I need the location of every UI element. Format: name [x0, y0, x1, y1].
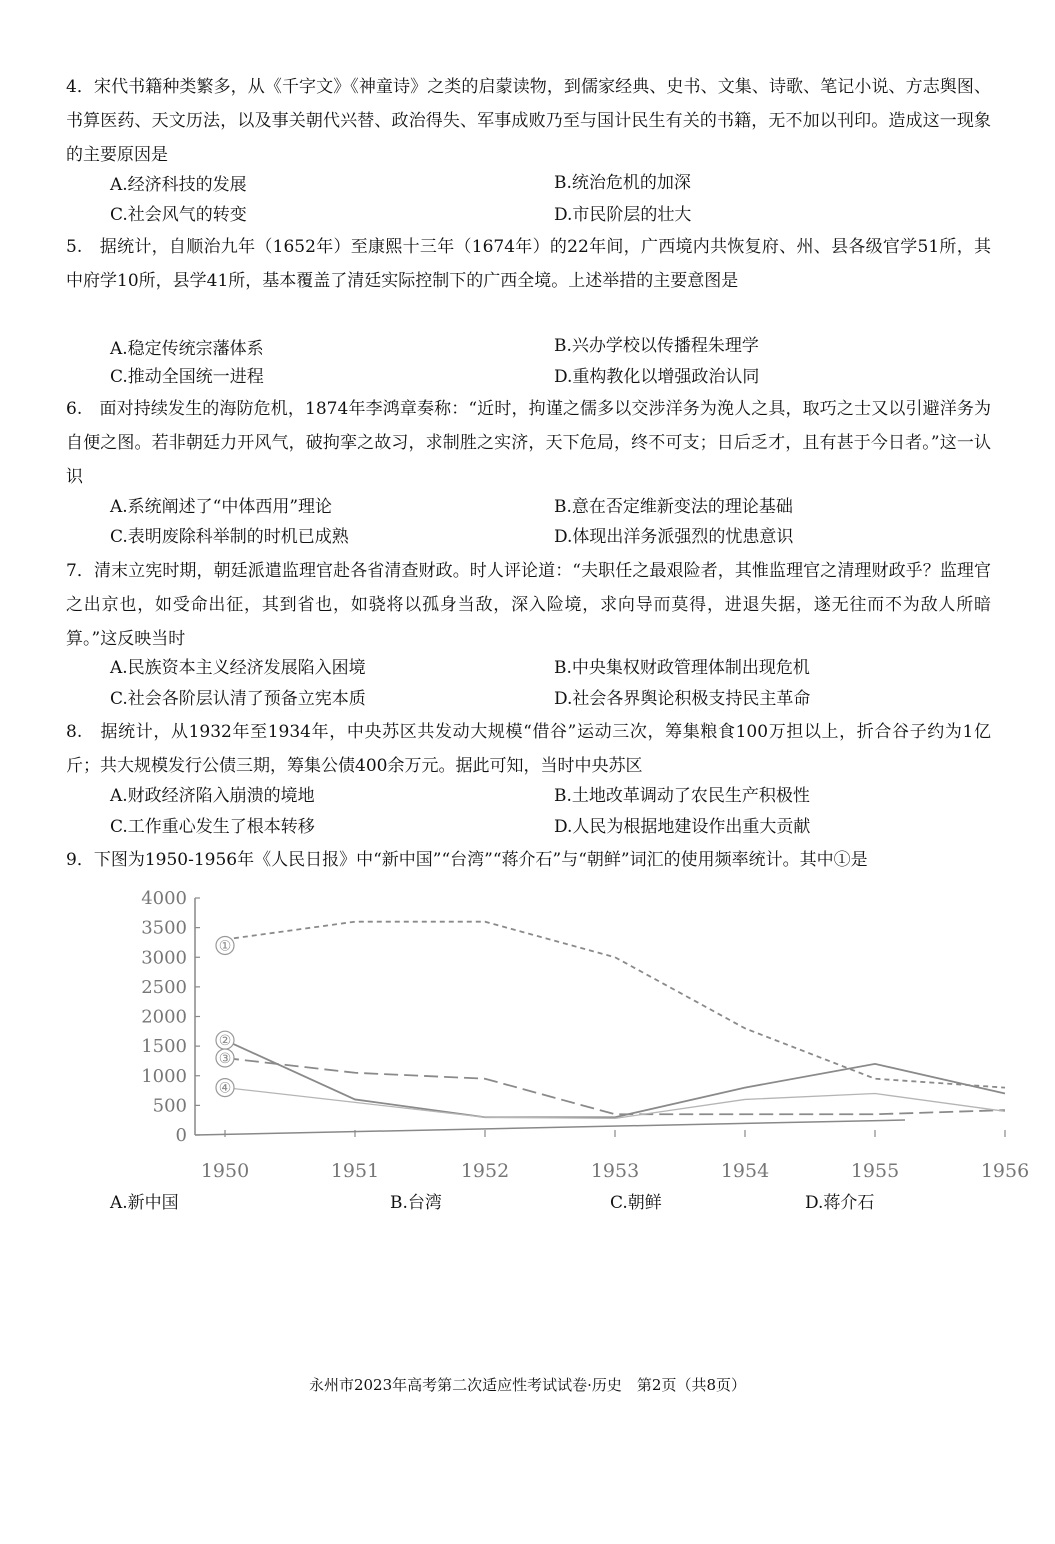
series-label-3: ③ [218, 1050, 232, 1067]
question-5-option-b: B.兴办学校以传播程朱理学 [554, 336, 759, 356]
question-4-option-b: B.统治危机的加深 [554, 173, 691, 193]
x-tick-label: 1953 [590, 1160, 640, 1182]
question-6-stem: 6. 面对持续发生的海防危机，1874年李鸿章奏称：“近时，拘谨之儒多以交涉洋务为浼人之具，取巧之士又以引避洋务为自便之图。若非朝廷力开风气，破拘挛之故习，求制胜之实济，天下危局，终不可支；日后乏才，且有甚于今日者。”这一认识 [66, 399, 991, 487]
frequency-line-chart [130, 885, 1030, 1185]
series-line-1 [225, 922, 1005, 1088]
question-5-stem: 5. 据统计，自顺治九年（1652年）至康熙十三年（1674年）的22年间，广西境内共恢复府、州、县各级官学51所，其中府学10所，县学41所，基本覆盖了清廷实际控制下的广西全境。上述举措的主要意图是 [66, 237, 991, 291]
series-label-1: ① [218, 938, 232, 955]
question-5-option-d: D.重构教化以增强政治认同 [554, 367, 760, 387]
question-6-option-b: B.意在否定维新变法的理论基础 [554, 497, 793, 517]
y-tick-label: 1500 [141, 1036, 187, 1058]
question-5-option-c: C.推动全国统一进程 [110, 367, 264, 387]
x-axis-line [195, 1120, 905, 1135]
x-tick-label: 1952 [460, 1160, 510, 1182]
question-7-option-a: A.民族资本主义经济发展陷入困境 [110, 658, 366, 678]
question-8-option-b: B.土地改革调动了农民生产积极性 [554, 786, 810, 806]
question-7-stem: 7．清末立宪时期，朝廷派遣监理官赴各省清查财政。时人评论道：“夫职任之最艰险者，其惟监理官之清理财政乎？监理官之出京也，如受命出征，其到省也，如骁将以孤身当敌，深入险境，求向导而莫得，进退失据，遂无往而不为敌人所暗算。”这反映当时 [66, 561, 991, 649]
question-6-option-a: A.系统阐述了“中体西用”理论 [110, 497, 333, 517]
page-footer: 永州市2023年高考第二次适应性考试试卷·历史 第2页（共8页） [308, 1376, 747, 1394]
y-tick-label: 2000 [141, 1006, 187, 1028]
x-tick-label: 1951 [330, 1160, 380, 1182]
question-6-option-c: C.表明废除科举制的时机已成熟 [110, 527, 349, 547]
question-9-option-d: D.蒋介石 [805, 1193, 875, 1213]
y-tick-label: 3500 [141, 917, 187, 939]
y-tick-label: 500 [152, 1095, 187, 1117]
question-8-option-a: A.财政经济陷入崩溃的境地 [110, 786, 315, 806]
question-6-option-d: D.体现出洋务派强烈的忧患意识 [554, 527, 794, 547]
y-tick-label: 2500 [141, 976, 187, 998]
y-tick-label: 4000 [141, 888, 187, 909]
series-label-4: ④ [218, 1080, 232, 1097]
question-8-option-d: D.人民为根据地建设作出重大贡献 [554, 817, 811, 837]
y-tick-label: 3000 [141, 947, 187, 969]
question-8-stem: 8. 据统计，从1932年至1934年，中央苏区共发动大规模“借谷”运动三次，筹集粮食100万担以上，折合谷子约为1亿斤；共大规模发行公债三期，筹集公债400余万元。据此可知，当时中央苏区 [66, 722, 991, 776]
x-tick-label: 1954 [720, 1160, 770, 1182]
y-tick-label: 1000 [141, 1065, 187, 1087]
x-tick-label: 1950 [200, 1160, 250, 1182]
question-4-option-c: C.社会风气的转变 [110, 205, 247, 225]
question-9-option-a: A.新中国 [110, 1193, 179, 1213]
question-7-option-b: B.中央集权财政管理体制出现危机 [554, 658, 810, 678]
x-tick-label: 1956 [980, 1160, 1030, 1182]
question-7-option-d: D.社会各界舆论积极支持民主革命 [554, 689, 811, 709]
question-4-stem: 4．宋代书籍种类繁多，从《千字文》《神童诗》之类的启蒙读物，到儒家经典、史书、文集、诗歌、笔记小说、方志舆图、书算医药、天文历法，以及事关朝代兴替、政治得失、军事成败乃至与国计民生有关的书籍，无不加以刊印。造成这一现象的主要原因是 [66, 77, 991, 165]
question-4-option-a: A.经济科技的发展 [110, 175, 247, 195]
question-9-stem: 9．下图为1950-1956年《人民日报》中“新中国”“台湾”“蒋介石”与“朝鲜”词汇的使用频率统计。其中①是 [66, 850, 868, 870]
series-label-2: ② [218, 1033, 232, 1050]
question-9-option-c: C.朝鲜 [610, 1193, 662, 1213]
question-8-option-c: C.工作重心发生了根本转移 [110, 817, 315, 837]
question-9-option-b: B.台湾 [390, 1193, 442, 1213]
x-tick-label: 1955 [850, 1160, 900, 1182]
question-7-option-c: C.社会各阶层认清了预备立宪本质 [110, 689, 366, 709]
question-4-option-d: D.市民阶层的壮大 [554, 205, 692, 225]
y-tick-label: 0 [175, 1125, 187, 1146]
question-5-option-a: A.稳定传统宗藩体系 [110, 339, 264, 359]
